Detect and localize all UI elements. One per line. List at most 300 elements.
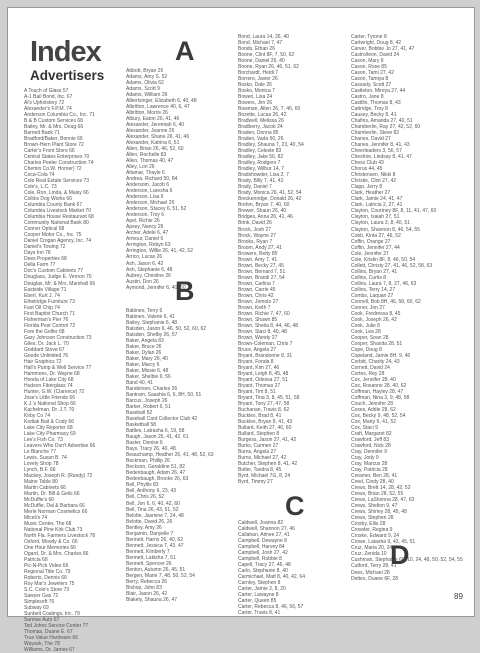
index-entry: Ash, Stephanie 6, 48 (126, 266, 173, 273)
index-entry: Cole, Jennifer 27 (351, 250, 389, 257)
index-entry: Babineo, Valerie 6, 41 (126, 314, 175, 321)
index-entry: Crews, Stephen 28 (351, 515, 394, 522)
index-entry: Brown, Brandi 27, 54 (238, 274, 285, 281)
index-entry: Crowe, Latasha 9, 43, 45, 51 (351, 539, 416, 546)
index-entry: Lake City Reporter 68 (24, 424, 73, 431)
index-entry: Coffin, Jennifer 27, 44 (351, 244, 400, 251)
index-entry: Collins, Terry 14, 27 (351, 286, 396, 293)
index-entry: Bedenbaugh, Adam 26, 47 (126, 470, 186, 477)
index-entry: Baker, Shelbie 6, 56 (126, 374, 171, 381)
index-entry: Brown-Hern Plant Store 72 (24, 142, 84, 149)
index-entry: Clayton, Isaiah 27, 51 (351, 214, 400, 221)
index-entry: Albritton, Lawrence 40, 6, 47 (126, 104, 190, 111)
index-entry: Archer, Adele 6, 47 (126, 230, 169, 237)
index-entry: Anderson, Lisa 6 (126, 194, 164, 201)
index-entry: Roberts, Dennis 66 (24, 575, 67, 582)
index-entry: Adams, Scott 9 (126, 86, 160, 93)
index-entry: Craft, Margaret 82 (351, 431, 392, 438)
index-entry: Braden, Vada 60, 26 (238, 136, 284, 143)
index-entry: Anderson, Laresha 6 (126, 188, 173, 195)
index-entry: Bryant, Kim 27, 46 (238, 364, 280, 371)
index-entry: Caldwell, Joanna 82 (238, 520, 284, 526)
index-entry: Maine Table 80 (24, 479, 58, 486)
index-entry: Lewis, Susan B. 74 (24, 454, 67, 461)
index-entry: Bell, Anthony 6, 23, 43 (126, 488, 177, 495)
index-entry: Anderson, Stacey 6, 51, 52 (126, 206, 187, 213)
index-entry: Campbell, Dewayne 8 (238, 538, 287, 545)
index-entry: Dees Properties 68 (24, 256, 67, 263)
index-entry: Beauchamp, Heather 26, 41, 48, 52, 63 (126, 452, 214, 459)
index-entry: Broom, Andy 27, 41 (238, 244, 282, 251)
page-title: Index (30, 36, 101, 68)
index-entry: Bays, Tracy 26, 40, 48 (126, 446, 176, 453)
index-entry: Blair, Jason 26, 42 (126, 590, 168, 597)
index-entry: Lee's Fish Co. 73 (24, 436, 63, 443)
index-entry: Crawford, Nick 28 (351, 443, 391, 450)
index-entry: Columbia House Restaurant 68 (24, 214, 94, 221)
index-entry: Bradley, Rodgers 7 (238, 160, 281, 167)
index-entry: Byrd, Michael 7G, 8, 24 (238, 473, 291, 480)
index-entry: Collett, Christy 27, 41, 46, 52, 58, 63 (351, 262, 433, 269)
index-entry: Belotte, Jasmine 7, 24, 48 (126, 512, 184, 519)
index-entry: Clayton, Courtney 8F, 8, 11, 41, 47, 60 (351, 208, 437, 215)
index-entry: Bradwell, Melissa 26 (238, 118, 284, 125)
index-entry: Brown, Staci 8, 40, 48 (238, 328, 287, 335)
index-entry: A Touch of Glass 57 (24, 88, 69, 94)
index-entry: Cole, Kristin 8F, 8, 46, 50, 54 (351, 256, 416, 263)
index-entry: Bennett, Spencer 26 (126, 560, 172, 567)
index-entry: Goode Unlimited 76 (24, 352, 69, 359)
index-entry: Bridges, Anna 26, 41, 46 (238, 214, 293, 221)
index-entry: Brooks, Ryan 7 (238, 238, 273, 245)
names-list-a (126, 68, 234, 291)
index-entry: Borrero, Javier 26 (238, 76, 278, 83)
index-entry: Clark, Heather 27 (351, 190, 391, 197)
index-entry: Brady, Billy 7, 41, 42 (238, 178, 284, 185)
index-entry: Arrington, Robyn 63 (126, 242, 171, 249)
index-entry: Bryant, Fonda 8 (238, 358, 274, 365)
index-entry: Bantram, Saashia 6, 6, 8H, 50, 51 (126, 392, 202, 399)
index-entry: Cassady, Scott 27 (351, 82, 392, 89)
index-entry: Andrea, Richard 50, 84 (126, 176, 178, 183)
index-entry: Bond, Michael 7, 47 (238, 40, 283, 47)
index-entry: Combs, Laquan 27 (351, 292, 394, 299)
index-entry: Sunbelt Coatings, Inc. 79 (24, 611, 80, 618)
index-entry: Burks, Carmen 27 (238, 443, 279, 450)
index-entry: Bell, Tina 26, 43, 51, 52 (126, 506, 179, 513)
index-entry: Cray, Patricia 28 (351, 467, 388, 474)
index-entry: Douglas, Mr. & Mrs. Marshall 66 (24, 280, 96, 287)
index-entry: Brady, Daniel 7 (238, 184, 272, 191)
index-entry: Chanes, Jennifer 8, 41, 43 (351, 142, 410, 149)
index-entry: Crosby, Ellis 28 (351, 521, 386, 528)
index-entry: Chess Club 43 (351, 160, 384, 167)
index-entry: Carmichael, Matt 8, 40, 42, 64 (238, 574, 305, 581)
index-entry: Merle Norman Cosmetics 66 (24, 509, 88, 516)
index-entry: Bowen, Lisa 24 (238, 94, 273, 101)
index-entry: Regional Title Co. 79 (24, 569, 71, 576)
index-entry: One Hour Memories 66 (24, 545, 76, 552)
index-entry: Aubrey, Christine 26 (126, 272, 171, 279)
index-entry: Brown, Richie 7, 47, 60 (238, 310, 290, 317)
index-entry: Bonds, Ethan 26 (238, 46, 275, 53)
index-entry: Williams, Dr. James 67 (24, 647, 75, 653)
section-heading-advertisers: Advertisers (30, 68, 105, 83)
index-entry: Cole, Ron, Linda, & Maisy 66 (24, 190, 89, 197)
index-entry: Allen, Thomas 40, 47 (126, 158, 174, 165)
index-entry: Brown, Keith 7 (238, 304, 271, 311)
index-entry: Collins, Curtis 8 (351, 274, 387, 281)
index-entry: Brown, Jomoto 27 (238, 298, 279, 305)
index-entry: Butler, Tandra 8, 45 (238, 467, 282, 474)
names-list-d (351, 570, 469, 582)
index-entry: Babineo, Terry 6 (126, 308, 163, 314)
index-entry: Bentley, Amy 26 (126, 524, 162, 531)
index-entry: K.J.'s National Shop 66 (24, 400, 76, 407)
index-entry: Cushman, Stephanie 6F, 10, 24, 48, 50, 52, 54, 55 (351, 557, 463, 564)
index-entry: Kirby Co 74 (24, 412, 51, 419)
index-entry: Collins, Laura 7, 8, 27, 46, 63 (351, 280, 417, 287)
index-entry: Conner, Jon 27 (351, 304, 385, 311)
index-entry: Alley, Lori 26 (126, 164, 155, 171)
index-entry: Coffman, Hayley 28, 47 (351, 388, 404, 395)
index-entry: Bennett, Lakisha 7, 51 (126, 554, 176, 561)
index-entry: Cheshire, Lindsay 8, 41, 47 (351, 154, 412, 161)
index-entry: Cray, Dennifer 9 (351, 449, 388, 456)
index-entry: Brock, Josh 27 (238, 226, 272, 233)
index-entry: Crews, Brett 14, 28, 42, 52 (351, 485, 411, 492)
index-entry: Goddard Stove 67 (24, 346, 65, 353)
index-entry: Bruce, Angela 27 (238, 346, 277, 353)
index-entry: Copeland, Jamie 8H, 9, 46 (351, 352, 411, 359)
index-entry: Al's Upholstery 72 (24, 100, 65, 107)
section-letter-b: B (175, 276, 195, 306)
index-entry: Belotte, David 26, 26 (126, 518, 173, 525)
index-entry: Baxter, Denise 6 (126, 440, 163, 447)
index-entry: Crews, Shelton 9, 47 (351, 503, 398, 510)
index-entry: Bowers, Jim 26 (238, 100, 273, 107)
index-entry: Ted Johns Service Center 77 (24, 623, 89, 630)
index-entry: Cox, Becky 9, 48, 52, 54 (351, 412, 406, 419)
index-entry: Ash, Jason 6, 42 (126, 260, 164, 267)
index-entry: Martin Cabinets 66 (24, 485, 66, 492)
index-entry: Sunrise Auto 67 (24, 617, 60, 624)
index-entry: Thomas, Duane E. 67 (24, 629, 73, 636)
index-entry: Cason, Mary 8 (351, 58, 384, 65)
index-entry: Cooper, Shanita 28, 51 (351, 340, 403, 347)
index-entry: Bergen, Marie 7, 48, 50, 52, 54 (126, 572, 195, 579)
index-entry: Bennett, Jessica 7, 43, 47 (126, 542, 184, 549)
index-entry: Castleton, Mireya 27, 44 (351, 88, 406, 95)
index-entry: Cortes, Rey 28 (351, 370, 385, 377)
index-entry: Kachelman, Dr. J.T. 70 (24, 406, 75, 413)
index-entry: Bradley, Jake 56, 82 (238, 154, 284, 161)
index-entry: Burns, Angela 27 (238, 449, 277, 456)
index-entry: Miceli's 74 (24, 515, 48, 522)
index-entry: Apsey, Nancy 26 (126, 224, 164, 231)
section-letter-d: D (390, 540, 410, 570)
index-entry: Brewer, Shaun 26, 40 (238, 208, 287, 215)
index-entry: Eberl, Kurt J. 74 (24, 292, 60, 299)
index-entry: McDuffie, Dal & Barbara 66 (24, 503, 85, 510)
index-entry: Cox, Roxanne 28, 40, 62 (351, 382, 407, 389)
index-entry: Benton, Autumn 26, 45, 51 (126, 566, 186, 573)
index-entry: Cook, Julie 8 (351, 322, 380, 329)
index-entry: Community National Bank 80 (24, 220, 89, 227)
index-entry: Columbia County Bank 67 (24, 202, 83, 209)
index-entry: Brown, Bernard 7, 51 (238, 268, 286, 275)
index-entry: Dees, Michael 28 (351, 570, 390, 576)
index-entry: Hall's Pump & Well Service 77 (24, 364, 92, 371)
index-entry: North Fla. Farmers Livestock 78 (24, 533, 96, 540)
index-entry: Cutford, Terry 28, 41 (351, 563, 397, 570)
index-entry: Cox, Marty 9, 41, 52 (351, 419, 397, 425)
names-list-b-second (238, 34, 348, 485)
index-entry: Band 40, 41 (126, 380, 153, 387)
index-entry: Bradley, Wilbur 14, 7 (238, 166, 285, 173)
index-entry: Alexander, Shane 26, 41, 46 (126, 134, 190, 141)
index-entry: Bryant, Leigh 8, 45, 48 (238, 370, 289, 377)
index-entry: Borchardt, Heidi 7 (238, 70, 279, 77)
index-entry: Christensen, Nikki 8 (351, 172, 396, 179)
index-entry: Campbell, Robbie 8 (238, 556, 282, 563)
index-entry: Baseball 52 (126, 410, 153, 417)
index-entry: Patricia 68 (24, 557, 48, 564)
index-entry: McDuffie's 66 (24, 497, 55, 504)
index-entry: Bell, Chris 26, 52 (126, 494, 165, 501)
index-entry: Lake City Pharmacy 69 (24, 430, 76, 437)
index-entry: Beckson, Geraldine 51, 82 (126, 464, 185, 471)
index-entry: Waysek, The 78 (24, 641, 60, 648)
index-entry: Chorus 44, 45 (351, 166, 383, 173)
index-entry: Brown, Carlina 7 (238, 280, 275, 287)
index-entry: Hudson Fiberglass 74 (24, 382, 73, 389)
index-entry: Christie, Clint 27, 42 (351, 178, 397, 185)
index-entry: Bryant, Tim 8, 51 (238, 388, 276, 395)
section-letter-c: C (285, 491, 305, 521)
index-entry: Bryant, Thomas 27 (238, 382, 281, 389)
index-entry: Cook, Joseph 26, 42 (351, 316, 397, 323)
index-entry: Fore the Golfer 68 (24, 328, 65, 335)
index-entry: Bryant, Brandonne 8, 31 (238, 352, 293, 359)
index-entry: Allen, Brian 26, 46, 52, 60 (126, 146, 184, 153)
names-list-c-second (351, 34, 469, 569)
index-entry: Campbell, Josh 27, 42 (238, 550, 288, 557)
index-entry: Cooper, Sean 28 (351, 334, 389, 341)
index-entry: Baugh, Jason 26, 41, 42, 61 (126, 434, 189, 441)
index-entry: Cobb, Kinta 27, 46, 52 (351, 232, 401, 239)
index-entry: Austin, Don 26 (126, 278, 159, 285)
index-entry: Le Blanche 77 (24, 448, 56, 455)
index-entry: Chafins, Amanda 27, 40, 51 (351, 118, 413, 125)
index-entry: Carter, Jamie 2, 8, 20 (238, 586, 286, 593)
index-entry: Allen, Rochelle 83 (126, 152, 167, 159)
index-entry: Cruz, Maria 20, 24 (351, 545, 393, 552)
index-entry: Cheerleaders 3, 56, 57 (351, 148, 402, 155)
index-entry: Jose's Little Friends 66 (24, 394, 75, 401)
index-entry: Charles Peeler Construction 74 (24, 160, 94, 167)
index-entry: Adams, William 26 (126, 92, 168, 99)
index-entry: Bishop, John 83 (126, 584, 162, 591)
index-entry: Pic-N-Pick Video 66 (24, 563, 69, 570)
index-entry: Bond, Laura 14, 26, 40 (238, 34, 289, 40)
index-entry: Lovely Shop 78 (24, 460, 59, 467)
index-entry: Gary Johnson Construction 73 (24, 334, 92, 341)
index-entry: Conner Optical 68 (24, 226, 65, 233)
index-entry: Barcus, Joseph 26 (126, 398, 168, 405)
index-entry: Braden, Donna 85 (238, 130, 279, 137)
index-entry: Central States Enterprises 70 (24, 154, 90, 161)
index-entry: Albury, Eaton 26, 41, 46 (126, 116, 180, 123)
index-entry: Bradshowder, Lisa 2, 7 (238, 172, 289, 179)
index-entry: Florida Pest Control 72 (24, 322, 76, 329)
index-entry: Columbia Livestock Market 70 (24, 208, 91, 215)
index-entry: Anderson, Troy 6 (126, 212, 165, 219)
index-entry: True Value Hardware 66 (24, 635, 78, 642)
index-entry: Bosko, Dale 26 (238, 82, 272, 89)
index-entry: Brown, Wendy 27 (238, 334, 278, 341)
index-entry: Browers, Betty 85 (238, 250, 278, 257)
index-entry: Clapp, Jerry 8 (351, 184, 383, 191)
index-entry: Giles, Dr. Jack L. 70 (24, 340, 69, 347)
index-entry: Sawyer Gas 72 (24, 593, 59, 600)
names-list-c-first (238, 520, 348, 616)
index-entry: Bullard, Keith 27, 46, 60 (238, 425, 292, 432)
index-entry: Crowder, Regina 9 (351, 527, 393, 534)
index-entry: Arrico, Lucas 26 (126, 254, 163, 261)
names-list-b-first (126, 308, 234, 603)
index-entry: Baker, Dylan 26 (126, 350, 162, 357)
index-entry: Bosko, Monica 7 (238, 88, 275, 95)
index-entry: Creel, Cindy 28, 40 (351, 479, 394, 486)
index-entry: Kodiak Bait & Cody 66 (24, 418, 75, 425)
index-entry: Arrington, Willie 26, 41, 42, 52 (126, 248, 193, 255)
index-entry: Bedenbaugh, Brooke 26, 63 (126, 476, 189, 483)
index-entry: Hammons, Dr. Wayne 68 (24, 370, 80, 377)
index-entry: Bailey, Mr. & Mrs. Doug 66 (24, 124, 84, 131)
index-entry: Cooper Motor Co., Inc. 75 (24, 232, 82, 239)
index-entry: Roy Mar's Jewelers 75 (24, 581, 75, 588)
index-entry: Anderson, Michael 26 (126, 200, 175, 207)
index-entry: Creamer, Ben 28, 41 (351, 473, 398, 480)
index-entry: Coca-Cola 74 (24, 172, 55, 179)
index-entry: Boone, Daniel 26, 40 (238, 58, 285, 65)
index-entry: Buckles, Brad 8, 41 (238, 412, 282, 419)
index-entry: Clayton, Shannon 8, 46, 54, 55 (351, 226, 420, 233)
index-entry: Bryant, Odessa 27, 51 (238, 376, 288, 383)
index-entry: Brink, David 26 (238, 220, 272, 227)
index-entry: Baker, Angela 83 (126, 338, 164, 345)
index-entry: Leavers Who Don't Advertise 66 (24, 442, 96, 449)
index-entry: Beckman, Phillip 26 (126, 458, 170, 465)
index-entry: Cason, Tami 27, 42 (351, 70, 394, 77)
index-entry: Brehm, Bryan 7, 40, 60 (238, 202, 290, 209)
index-entry: Carter, Travis 8, 41 (238, 610, 281, 617)
index-entry: Coxes, Addie 28, 62 (351, 406, 396, 413)
index-entry: Butcher, Stephen 8, 41, 42 (238, 461, 298, 468)
index-entry: Cattridge, Troy 8 (351, 106, 388, 113)
index-entry: Bennett, Kimberly 7 (126, 548, 170, 555)
index-entry: Corbitt, Charity 24, 43 (351, 358, 400, 365)
index-entry: Banderson, Charles 26 (126, 386, 178, 393)
index-entry: Days Inn 78 (24, 250, 51, 257)
index-entry: Alexander, Joanne 26 (126, 128, 175, 135)
index-entry: Castro, Jane 8 (351, 94, 384, 101)
index-entry: Anderson Columbia Co., Inc. 71 (24, 112, 95, 119)
index-entry: Burgess, Jason 27, 41, 42 (238, 437, 297, 444)
index-entry: Brown, Amy 7, 41 (238, 256, 278, 263)
index-entry: Armour, Daniel 6 (126, 236, 164, 243)
index-entry: Brown, Shawn 85 (238, 316, 278, 323)
index-entry: Buchanan, Travis 8, 62 (238, 406, 290, 413)
index-entry: Castillo, Thomas 8, 43 (351, 100, 401, 107)
index-entry: Adams, Amy S. 52 (126, 74, 168, 81)
index-entry: Couch, Jennifer 28 (351, 400, 393, 407)
index-entry: Chanes, David 27 (351, 136, 391, 143)
index-entry: Causey, Becky 8, 41 (351, 112, 397, 119)
index-entry: Crews, Shirley 28, 45, 48 (351, 509, 407, 516)
index-entry: Boone, Clint 8F, 7, 50, 62 (238, 52, 295, 59)
index-entry: Baisden, Jason 6, 46, 50, 52, 60, 62 (126, 326, 207, 333)
index-entry: Clayton, Laura 3, 8, 40, 51 (351, 220, 410, 227)
index-entry: Alexander, Jeremiah 6, 40 (126, 122, 185, 129)
index-entry: Battles, Latrasha 6, 19, 58 (126, 428, 185, 435)
index-entry: Croske, Edward 9, 24 (351, 533, 400, 540)
index-entry: Alexander, Katrina 6, 51 (126, 140, 180, 147)
index-entry: Benjamin, Danyelle 7 (126, 530, 174, 537)
index-entry: Bell, Jon 6, 6, 40, 42, 60 (126, 500, 180, 507)
index-entry: Fisherman's Pier 76 (24, 316, 69, 323)
index-entry: Apel, Richie 26 (126, 218, 160, 225)
index-entry: Coffman, Nina 3, 9, 48, 58 (351, 394, 410, 401)
index-entry: Bell, Phyllis 83 (126, 482, 159, 489)
index-entry: First Baptist Church 71 (24, 310, 75, 317)
index-entry: Brown-Coleman, Chris 7 (238, 340, 293, 347)
index-entry: Cason, Rose 85 (351, 64, 387, 71)
index-entry: Callahan, Aimee 27, 41 (238, 532, 290, 539)
index-entry: Carter, Rebecca 8, 46, 56, 57 (238, 604, 304, 611)
index-entry: Connell, Bob 8H, 46, 58, 60, 62 (351, 298, 421, 305)
index-entry: Music Center, The 68 (24, 521, 72, 528)
index-entry: Blakely, Shauna 26, 47 (126, 596, 178, 603)
index-entry: Bailey, Stephanie 6, 48 (126, 320, 178, 327)
index-entry: Carter, Queen 85 (238, 598, 277, 605)
index-entry: Honda of Lake City 68 (24, 376, 74, 383)
index-entry: Bowman, Allen 26, 7, 46, 60 (238, 106, 301, 113)
index-entry: Martin, Dr. Bill & Geils 66 (24, 491, 80, 498)
index-entry: Byrd, Timmy 27 (238, 479, 273, 486)
index-entry: Brady, Monica 26, 41, 52, 54 (238, 190, 302, 197)
index-entry: Carnley, Stephen 8 (238, 580, 281, 587)
index-entry: Abbott, Bryan 26 (126, 68, 164, 74)
index-entry: Breckenridge, Donald 26, 42 (238, 196, 302, 203)
index-entry: Baker, Bruce 26 (126, 344, 162, 351)
index-entry: Cray, Jody 9 (351, 455, 379, 462)
index-entry: Cole Real Estate Services 73 (24, 178, 90, 185)
index-entry: Boone, Ryan 26, 46, 51, 62 (238, 64, 299, 71)
index-entry: Cox, Jennifer 28, 40 (351, 376, 396, 383)
index-entry: Bryant, Tony 27, 47, 58 (238, 400, 290, 407)
index-entry: Cruz, Zenida 10 (351, 551, 387, 558)
index-entry: Della Farm 77 (24, 262, 56, 269)
index-entry: Ogard, Dr. & Mrs. Charles 66 (24, 551, 89, 558)
index-entry: Buckles, Bryan 8, 41, 43 (238, 419, 293, 425)
index-entry: Basketball 58 (126, 422, 157, 429)
index-entry: Bennett, Harris 26, 40, 62 (126, 536, 183, 543)
index-entry: Cartwright, Doug 8, 42 (351, 40, 402, 47)
index-entry: Collins, Bryan 27, 41 (351, 268, 398, 275)
page-number: 89 (454, 592, 463, 601)
